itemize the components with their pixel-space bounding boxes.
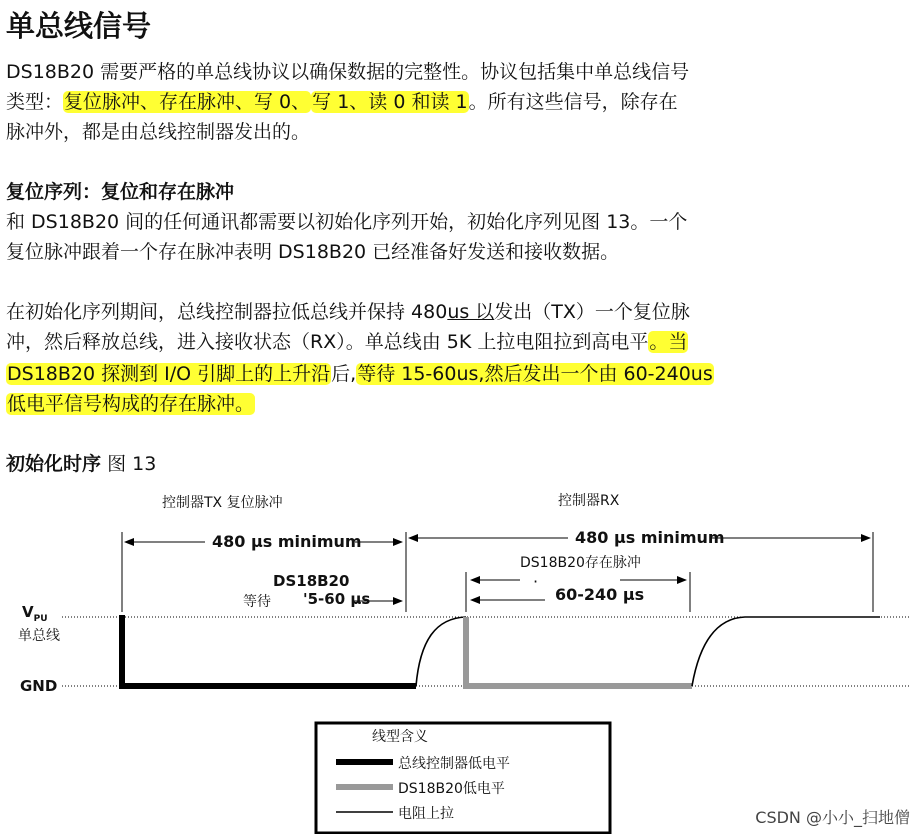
ds18b20-presence-pulse [466, 617, 692, 686]
para1-line2-suffix: 。所有这些信号，除存在 [468, 91, 678, 113]
legend-item-pullup: 电阻上拉 [398, 806, 454, 822]
legend-title: 线型含义 [372, 729, 428, 745]
highlight-rising-edge: DS18B20 探测到 I/O 引脚上的上升沿 [7, 363, 331, 385]
presence-time-arrowhead [470, 596, 480, 604]
tx-480us-label: 480 µs minimum [212, 532, 362, 551]
legend-item-controller-low: 总线控制器低电平 [398, 756, 510, 772]
legend-item-ds18b20-low: DS18B20低电平 [398, 781, 505, 797]
para3-line2-text: 冲，然后释放总线，进入接收状态（RX）。单总线由 5K 上拉电阻拉到高电平 [6, 331, 649, 353]
para3-line1-suffix: 发出（TX）一个复位脉 [494, 301, 690, 323]
para3-line1-prefix: 在初始化序列期间，总线控制器拉低总线并保持 480 [6, 301, 448, 323]
para3-underlined: us 以 [447, 301, 495, 323]
section-heading: 复位序列：复位和存在脉冲 [6, 181, 235, 203]
highlight-when: 。当 [649, 331, 688, 353]
figure-caption-number: 图 13 [107, 453, 157, 475]
controller-low-pulse [122, 615, 416, 686]
tx-reset-label: 控制器TX 复位脉冲 [162, 495, 283, 511]
para2-line2: 复位脉冲跟着一个存在脉冲表明 DS18B20 已经准备好发送和接收数据。 [6, 241, 620, 263]
wait-label: 等待 [243, 594, 271, 610]
gnd-label: GND [20, 677, 58, 695]
watermark: CSDN @小小_扫地僧 [755, 808, 910, 827]
page-title: 单总线信号 [6, 9, 152, 43]
rx-arrowhead-left [408, 534, 418, 542]
presence-arrowhead-left [470, 576, 480, 584]
highlight-presence-pulse: 低电平信号构成的存在脉冲。 [7, 393, 255, 415]
presence-dot: · [533, 572, 539, 591]
vpu-label [22, 603, 48, 624]
vpu-label-main: V [22, 603, 34, 621]
bus-label: 单总线 [18, 628, 60, 644]
wait-time-label: '5-60 µs [303, 590, 371, 608]
tx-arrowhead-left [124, 538, 134, 546]
rx-480us-label: 480 µs minimum [575, 528, 725, 547]
presence-time-label: 60-240 µs [555, 585, 645, 604]
para3-line3-mid: 后, [331, 363, 357, 385]
pullup-rise-1 [416, 617, 466, 686]
rx-label: 控制器RX [558, 493, 620, 509]
para1-line1: DS18B20 需要严格的单总线协议以确保数据的完整性。协议包括集中单总线信号 [6, 61, 690, 83]
highlight-signal-types: 复位脉冲、存在脉冲、写 0、 [64, 91, 311, 113]
ds18b20-wait-title: DS18B20 [273, 572, 350, 590]
presence-pulse-label: DS18B20存在脉冲 [520, 555, 641, 571]
para2-line1: 和 DS18B20 间的任何通讯都需要以初始化序列开始，初始化序列见图 13。一个 [6, 211, 688, 233]
para1-line2-prefix: 类型： [6, 91, 64, 113]
pullup-rise-2 [692, 617, 880, 686]
highlight-write1-read: 写 1、读 0 和读 1 [312, 91, 468, 113]
vpu-label-sub: PU [33, 614, 48, 624]
para1-line3: 脉冲外，都是由总线控制器发出的。 [6, 121, 311, 143]
figure-caption-title: 初始化时序 [6, 453, 102, 475]
highlight-wait: 等待 15-60us,然后发出一个由 60-240us [357, 363, 713, 385]
